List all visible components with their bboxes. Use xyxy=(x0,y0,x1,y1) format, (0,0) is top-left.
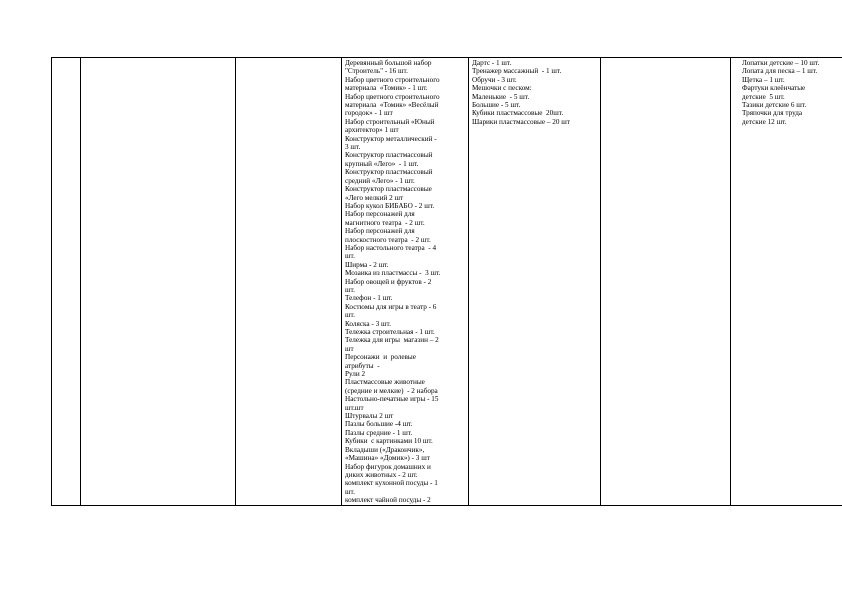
cell-text-line: Маленькие - 5 шт. xyxy=(472,92,530,101)
cell-text-line: материала «Томик» «Весёлый xyxy=(345,101,439,110)
cell-text-line: Пазлы большие -4 шт. xyxy=(345,420,413,429)
cell-text-line: Вкладыши («Дракончик», xyxy=(345,445,425,454)
cell-text-line: атрибуты - xyxy=(345,361,380,370)
cell-text-line: «Машина» «Домик») - 3 шт xyxy=(345,454,430,463)
cell-text-line: Костюмы для игры в театр - 6 xyxy=(345,302,437,311)
cell-text-line: Ширма - 2 шт. xyxy=(345,260,389,269)
cell-text-line: "Строитель" - 16 шт. xyxy=(345,67,408,76)
cell-text-line: Конструктор пластмассовый xyxy=(345,168,433,177)
cell-text-line: Обручи - 3 шт. xyxy=(472,75,517,84)
cell-text-line: детские 12 шт. xyxy=(742,117,787,126)
cell-text-line: Штурвалы 2 шт xyxy=(345,412,394,421)
cell-text-line: Набор кукол БИБАБО - 2 шт. xyxy=(345,201,435,210)
cell-text-line: Набор фигурок домашних и xyxy=(345,462,431,471)
cell-text-line: Тележка строительная - 1 шт. xyxy=(345,328,435,336)
cell-text-line: Мешочки с песком: xyxy=(472,84,532,93)
outdoor-equipment-cell xyxy=(731,58,842,506)
cell-text-line: Телефон - 1 шт. xyxy=(345,294,393,303)
cell-text-line: Деревянный большой набор xyxy=(345,59,432,67)
cell-text-line: шт.шт xyxy=(345,403,364,412)
cell-text-line: Конструктор пластмассовый xyxy=(345,151,433,160)
cell-text-line: Пластмассовые животные xyxy=(345,378,425,387)
cell-text-line: комплект кухонной посуды - 1 xyxy=(345,479,438,488)
cell-text-line: шт. xyxy=(345,285,355,294)
cell-text-line: «Лего мелкий 2 шт xyxy=(345,193,404,202)
cell-text-line: средний «Лего» - 1 шт. xyxy=(345,176,415,185)
cell-text-line: Набор цветного строительного xyxy=(345,75,440,84)
cell-text-line: Набор настольного театра - 4 xyxy=(345,243,437,252)
cell-text-line: Тряпочки для труда xyxy=(742,109,803,118)
table-row xyxy=(52,58,842,506)
cell-text-line: Кубики пластмассовые 20шт. xyxy=(472,109,564,118)
cell-text-line: Конструктор металлический - xyxy=(345,134,437,143)
cell-text-line: Настольно-печатные игры - 15 xyxy=(345,395,439,404)
cell-text-line: архитектор» 1 шт xyxy=(345,126,399,135)
cell-text-line: Персонажи и ролевые xyxy=(345,353,416,362)
cell-text-line: городок» - 1 шт xyxy=(345,109,393,118)
cell-text-line: Щетка – 1 шт. xyxy=(742,75,785,84)
room-cell xyxy=(81,58,236,506)
cell-text-line: Тренажер массажный - 1 шт. xyxy=(472,67,562,76)
cell-text-line: (средние и мелкие) - 2 набора xyxy=(345,386,438,395)
cell-text-line: Набор персонажей для xyxy=(345,227,415,236)
cell-text-line: Тележка для игры магазин – 2 xyxy=(345,336,439,345)
cell-text-line: Набор персонажей для xyxy=(345,210,415,219)
sports-equipment-cell xyxy=(469,58,601,506)
cell-text-line: Конструктор пластмассовые xyxy=(345,185,432,194)
cell-text-line: Пазлы средние - 1 шт. xyxy=(345,428,413,437)
cell-text-line: Фартуки клеёнчатые xyxy=(742,84,806,93)
cell-text-line: Лопатки детские – 10 шт. xyxy=(742,59,820,67)
cell-text-line: магнитного театра - 2 шт. xyxy=(345,218,425,227)
cell-text-line: Лопата для песка – 1 шт. xyxy=(742,67,818,76)
cell-text-line: комплект чайной посуды - 2 xyxy=(345,496,431,505)
number-cell xyxy=(52,58,81,506)
cell-text-line: Тазики детские 6 шт. xyxy=(742,101,807,110)
cell-text-line: диких животных - 2 шт. xyxy=(345,470,418,479)
cell-text-line: шт. xyxy=(345,487,355,496)
document-table xyxy=(51,57,842,506)
cell-text-line: Кубики с картинками 10 шт. xyxy=(345,437,433,446)
zone-cell xyxy=(236,58,342,506)
cell-text-line: Большие - 5 шт. xyxy=(472,101,521,110)
cell-text-line: материала «Томик» - 1 шт. xyxy=(345,84,428,93)
cell-text-line: Шарики пластмассовые – 20 шт xyxy=(472,117,570,126)
cell-text-line: шт. xyxy=(345,252,355,261)
cell-text-line: Набор строительный «Юный xyxy=(345,117,435,126)
cell-text-line: Мозаика из пластмассы - 3 шт. xyxy=(345,269,441,278)
cell-text-line: Набор цветного строительного xyxy=(345,92,440,101)
cell-text-line: Коляска - 3 шт. xyxy=(345,319,391,328)
cell-text-line: плоскостного театра - 2 шт. xyxy=(345,235,431,244)
cell-text-line: крупный «Лего» - 1 шт. xyxy=(345,159,419,168)
equipment-cell xyxy=(342,58,469,506)
cell-text-line: Рули 2 xyxy=(345,370,366,379)
cell-text-line: шт. xyxy=(345,311,355,320)
cell-text-line: детские 5 шт. xyxy=(742,92,785,101)
empty-cell xyxy=(601,58,731,506)
cell-text-line: Дартс - 1 шт. xyxy=(472,59,512,67)
cell-text-line: шт xyxy=(345,344,354,353)
cell-text-line: 3 шт. xyxy=(345,143,361,152)
cell-text-line: Набор овощей и фруктов - 2 xyxy=(345,277,432,286)
